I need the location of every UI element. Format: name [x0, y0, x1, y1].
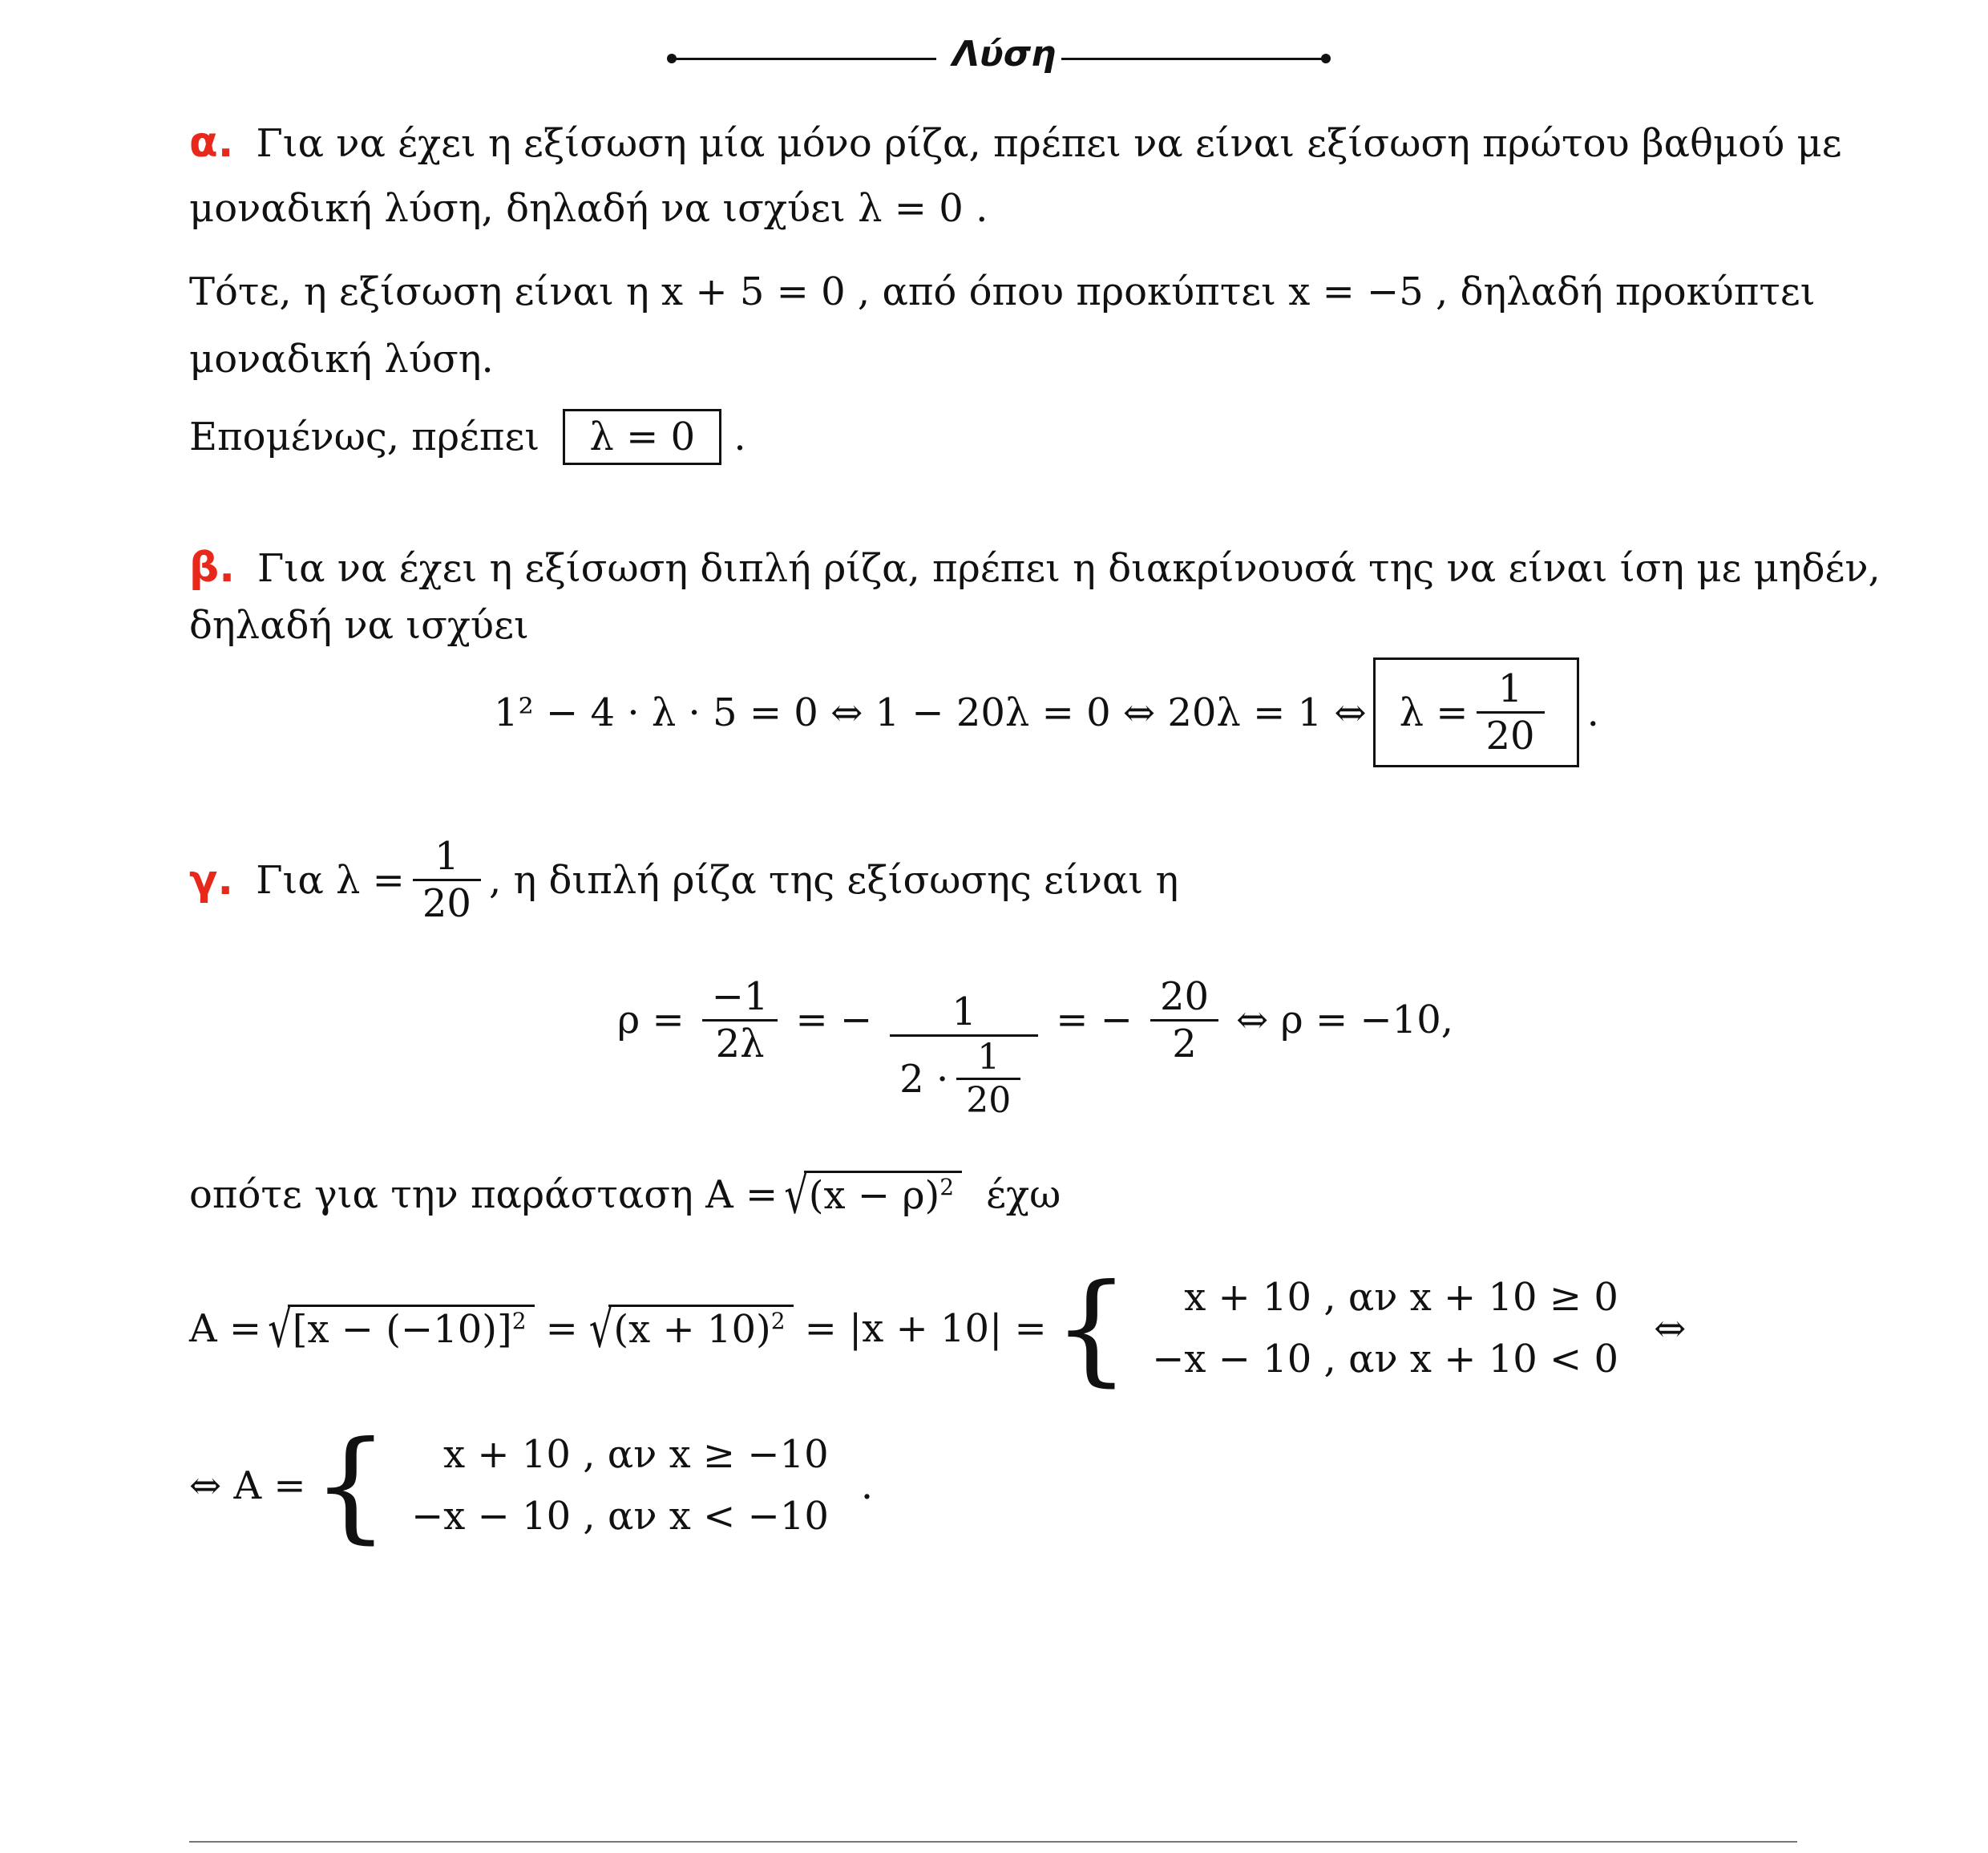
rho-equation: ρ = $\frac{-1}{2\lambda}$ = − 1 2 · $\frac{1}{20}$ = − $\frac{20}{2}$ ⇔ ρ = −10, — [617, 973, 1453, 1121]
answer-box-b: λ = $\frac{1}{20}$ — [1373, 657, 1579, 767]
cases-block: x + 10 , αν x + 10 ≥ 0 −x − 10 , αν x + 10 < 0 — [1152, 1275, 1619, 1382]
header-dot-left — [667, 54, 677, 63]
sqrt-expr: $√(x - \rho)^2$ — [784, 1171, 962, 1218]
part-b-line2: δηλαδή να ισχύει — [189, 603, 529, 648]
part-b-marker: β. — [189, 544, 235, 592]
cases-brace: { — [1053, 1258, 1130, 1398]
part-c-marker: γ. — [189, 856, 234, 904]
part-a-conclusion: Επομένως, πρέπει λ = 0 . — [189, 409, 746, 465]
part-b-equation: 1² − 4 · λ · 5 = 0 ⇔ 1 − 20λ = 0 ⇔ 20λ = 1 ⇔ λ = $\frac{1}{20}$ . — [494, 657, 1599, 767]
final-cases-brace: { — [312, 1415, 390, 1556]
a-equation: A = $√[x - (-10)]^2$ = $√(x + 10)^2$ = |x + 10| = { x + 10 , αν x + 10 ≥ 0 −x − 10 , αν x + 10 < 0 ⇔ — [189, 1258, 1687, 1398]
final-cases-block: x + 10 , αν x ≥ −10 −x − 10 , αν x < −10 — [411, 1432, 829, 1539]
part-a-line3: Τότε, η εξίσωση είναι η x + 5 = 0 , από όπου προκύπτει x = −5 , δηλαδή προκύπτει — [189, 269, 1816, 314]
footer-rule — [189, 1841, 1797, 1843]
part-c-intro: γ. Για λ = $\frac{1}{20}$ , η διπλή ρίζα της εξίσωσης είναι η — [189, 834, 1179, 926]
part-a-line2: μοναδική λύση, δηλαδή να ισχύει λ = 0 . — [189, 186, 988, 231]
part-a-marker: α. — [189, 119, 234, 167]
header-rule-left — [672, 58, 936, 60]
header-title: Λύση — [952, 34, 1057, 75]
header-rule-right — [1061, 58, 1326, 60]
part-b-line1: β. Για να έχει η εξίσωση διπλή ρίζα, πρέπει η διακρίνουσά της να είναι ίση με μηδέν, — [189, 544, 1881, 592]
answer-box-a: λ = 0 — [563, 409, 721, 465]
expression-line: οπότε για την παράσταση A = $√(x - \rho)^2$ έχω — [189, 1165, 1061, 1226]
part-a-line1: α. Για να έχει η εξίσωση μία μόνο ρίζα, πρέπει να είναι εξίσωση πρώτου βαθμού με — [189, 119, 1842, 167]
fraction-1-20: $\frac{1}{20}$ — [1477, 666, 1545, 759]
final-equation: ⇔ A = { x + 10 , αν x ≥ −10 −x − 10 , αν x < −10 . — [189, 1415, 874, 1556]
header-dot-right — [1321, 54, 1331, 63]
part-a-line4: μοναδική λύση. — [189, 337, 494, 382]
